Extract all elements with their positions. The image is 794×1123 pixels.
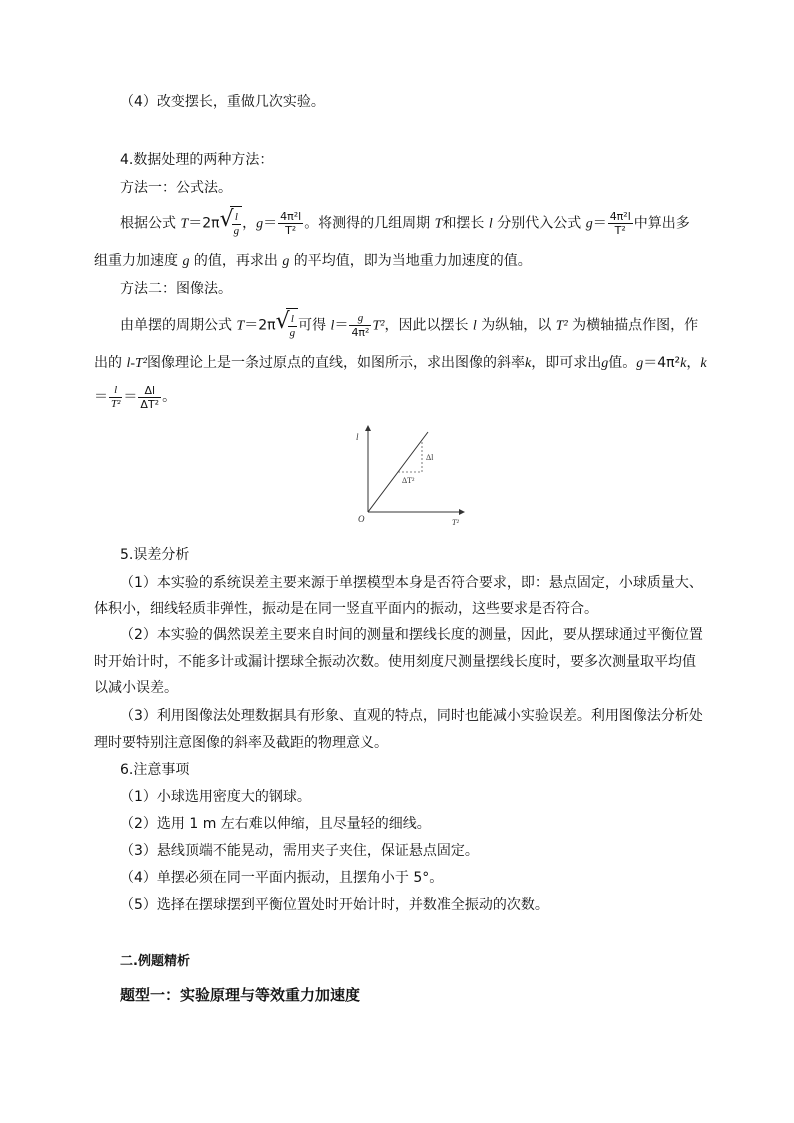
method-1-title: 方法一：公式法。: [120, 180, 232, 196]
method-1-formula-line: 根据公式 T＝2π √ $\frac{l}{g}$ ，g＝ $\frac{\text{4π²l}}{\text{T²}}$ 。将测得的几组周期 T和摆长 l 分别代入公式 g＝ $\frac{\text{4π²l}}{\text{T²}}$ 中算出多: [120, 206, 690, 242]
section-5-title: 5.误差分析: [120, 547, 190, 563]
method-2-title: 方法二：图像法。: [120, 281, 232, 297]
section-5-p1a: （1）本实验的系统误差主要来源于单摆模型本身是否符合要求，即：悬点固定，小球质量大、: [120, 575, 703, 591]
l-t2-graph: [346, 420, 476, 530]
section-6-item-2: （2）选用 1 m 左右难以伸缩，且尽量轻的细线。: [120, 816, 431, 832]
sqrt-l-over-g-2: √ $\frac{l}{g}$: [276, 308, 299, 343]
method-2-line-2: 出的 l-T²图像理论上是一条过原点的直线，如图所示，求出图像的斜率k，即可求出g值。g＝4π²k，k: [94, 355, 707, 371]
origin-label: O: [358, 514, 365, 524]
fraction-4pi2l-T2: $\frac{\text{4π²l}}{\text{T²}}$: [280, 210, 302, 237]
x-axis-label: T²: [452, 518, 459, 527]
step-4: （4）改变摆长，重做几次实验。: [120, 94, 325, 110]
method-2-line-3: ＝ $\frac{l}{\text{T²}}$ ＝ $\frac{\Delta l}{\text{ΔT²}}$ 。: [94, 383, 177, 411]
section-6-item-5: （5）选择在摆球摆到平衡位置处时开始计时，并数准全振动的次数。: [120, 897, 549, 913]
section-5-p3b: 理时要特别注意图像的斜率及截距的物理意义。: [94, 735, 388, 751]
y-axis-label: l: [356, 432, 359, 442]
section-5-p1b: 体积小，细线轻质非弹性，振动是在同一竖直平面内的振动，这些要求是否符合。: [94, 601, 598, 617]
section-5-p2b: 时开始计时，不能多计或漏计摆球全振动次数。使用刻度尺测量摆线长度时，要多次测量取平均值: [94, 654, 696, 670]
delta-t-label: ΔT²: [402, 476, 415, 485]
question-type-1-title: 题型一：实验原理与等效重力加速度: [120, 986, 361, 1004]
section-6-item-4: （4）单摆必须在同一平面内振动，且摆角小于 5°。: [120, 870, 444, 886]
fraction-g-4pi2: $\frac{g}{\text{4π²}}$: [351, 312, 370, 339]
delta-l-label: Δl: [426, 453, 434, 462]
fraction-4pi2l-T2-2: $\frac{\text{4π²l}}{\text{T²}}$: [609, 210, 631, 237]
method-2-formula-line: 由单摆的周期公式 T＝2π √ $\frac{l}{g}$ 可得 l＝ $\frac{g}{\text{4π²}}$ T²，因此以摆长 l 为纵轴，以 T² 为横轴描点作图，作: [120, 308, 698, 344]
method-1-line-2: 组重力加速度 g 的值，再求出 g 的平均值，即为当地重力加速度的值。: [94, 253, 532, 269]
section-6-item-1: （1）小球选用密度大的钢球。: [120, 789, 311, 805]
section-5-p2c: 以减小误差。: [94, 680, 178, 696]
fraction-dl-dT2: $\frac{\Delta l}{\text{ΔT²}}$: [140, 383, 160, 411]
section-5-p2a: （2）本实验的偶然误差主要来自时间的测量和摆线长度的测量，因此，要从摆球通过平衡位置: [120, 627, 703, 643]
section-5-p3a: （3）利用图像法处理数据具有形象、直观的特点，同时也能减小实验误差。利用图像法分析处: [120, 708, 703, 724]
section-2-title: 二.例题精析: [120, 954, 190, 969]
section-6-title: 6.注意事项: [120, 762, 190, 778]
section-6-item-3: （3）悬线顶端不能晃动，需用夹子夹住，保证悬点固定。: [120, 843, 479, 859]
fraction-l-T2: $\frac{l}{\text{T²}}$: [111, 383, 121, 410]
sqrt-l-over-g: √ $\frac{l}{g}$: [220, 206, 243, 241]
section-4-title: 4.数据处理的两种方法：: [120, 152, 274, 168]
